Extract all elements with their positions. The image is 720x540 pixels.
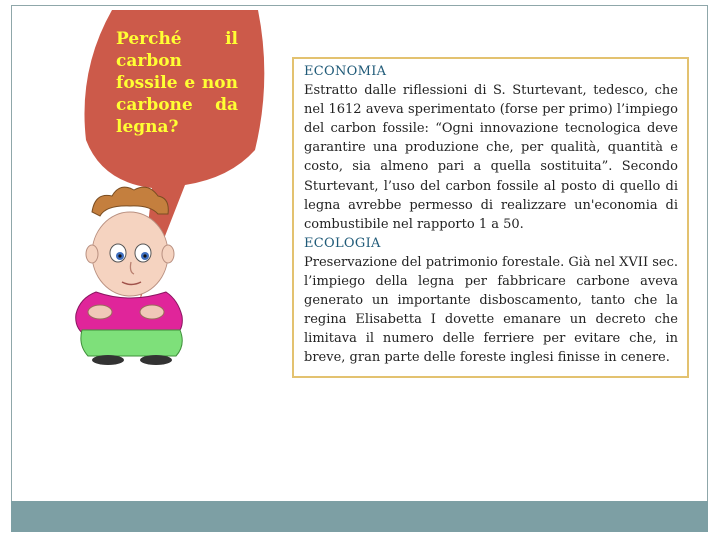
bubble-line: legna? — [116, 117, 179, 137]
bubble-line: carbon — [116, 51, 182, 71]
bubble-line: fossile e non — [116, 73, 238, 93]
economia-paragraph: Estratto dalle riflessioni di S. Sturtevant, tedesco, che nel 1612 aveva sperimentato (forse per primo) l’impiego del carbon fossile: “Ogni innovazione tecnologica deve garantire una produzione che, per qualità, quantità e costo, sia almeno pari a quella sostituita”. Secondo Sturtevant, l’uso del carbon fossile al posto di quello di legna avrebbe permesso di realizzare un'economia di combustibile nel rapporto 1 a 50. — [304, 83, 678, 232]
bottom-bar — [11, 501, 708, 532]
ecologia-heading: ECOLOGIA — [304, 235, 381, 251]
ecologia-paragraph: Preservazione del patrimonio forestale. Già nel XVII sec. l’impiego della legna per fabbricare carbone aveva generato un importante disboscamento, tanto che la regina Elisabetta I dovette emanare un decreto che limitava il numero delle ferriere per evitare che, in breve, gran parte delle foreste inglesi finisse in cenere. — [304, 254, 678, 366]
text-content — [304, 62, 678, 368]
bubble-question — [116, 28, 238, 138]
cartoon-character — [76, 187, 183, 365]
bubble-line: carbone da — [116, 95, 238, 115]
economia-heading: ECONOMIA — [304, 64, 387, 79]
bubble-line: Perché il — [116, 29, 238, 49]
